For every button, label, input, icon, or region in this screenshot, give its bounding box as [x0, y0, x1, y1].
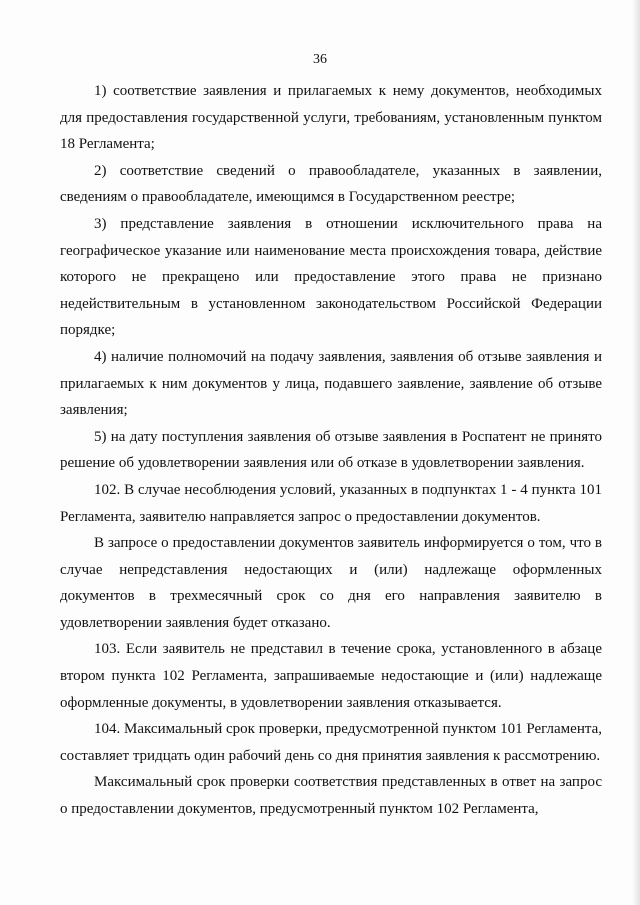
scan-edge-shadow: [632, 0, 640, 905]
page-number: 36: [313, 52, 327, 67]
paragraph-item-3: 3) представление заявления в отношении исключительного права на географическое указание или наименование места происхождения товара, действие которого не прекращено или предоставление этого права не признано недействительным в установленном законодательством Российской Федерации порядке;: [60, 215, 602, 339]
paragraph-item-2: 2) соответствие сведений о правообладателе, указанных в заявлении, сведениям о правообладателе, имеющимся в Государственном реестре;: [60, 162, 602, 206]
paragraph-max-term: Максимальный срок проверки соответствия представленных в ответ на запрос о предоставлении документов, предусмотренный пунктом 102 Регламента,: [60, 774, 602, 818]
paragraph-102: 102. В случае несоблюдения условий, указанных в подпунктах 1 - 4 пункта 101 Регламента, заявителю направляется запрос о предоставлении документов.: [60, 481, 602, 525]
paragraph-item-1: 1) соответствие заявления и прилагаемых к нему документов, необходимых для предоставления государственной услуги, требованиям, установленным пунктом 18 Регламента;: [60, 83, 602, 153]
paragraph-item-5: 5) на дату поступления заявления об отзыве заявления в Роспатент не принято решение об удовлетворении заявления или об отказе в удовлетворении заявления.: [60, 428, 602, 472]
document-body: [60, 78, 602, 823]
paragraph-item-4: 4) наличие полномочий на подачу заявления, заявления об отзыве заявления и прилагаемых к ним документов у лица, подавшего заявление, заявление об отзыве заявления;: [60, 348, 602, 419]
paragraph-104: 104. Максимальный срок проверки, предусмотренной пунктом 101 Регламента, составляет тридцать один рабочий день со дня принятия заявления к рассмотрению.: [60, 721, 602, 764]
paragraph-103: 103. Если заявитель не представил в течение срока, установленного в абзаце втором пункта 102 Регламента, запрашиваемые недостающие и (или) надлежаще оформленные документы, в удовлетворении заявления отказывается.: [60, 641, 602, 711]
paragraph-request-info: В запросе о предоставлении документов заявитель информируется о том, что в случае непредставления недостающих и (или) надлежаще оформленных документов в трехмесячный срок со дня его направления заявителю в удовлетворении заявления будет отказано.: [60, 535, 602, 631]
